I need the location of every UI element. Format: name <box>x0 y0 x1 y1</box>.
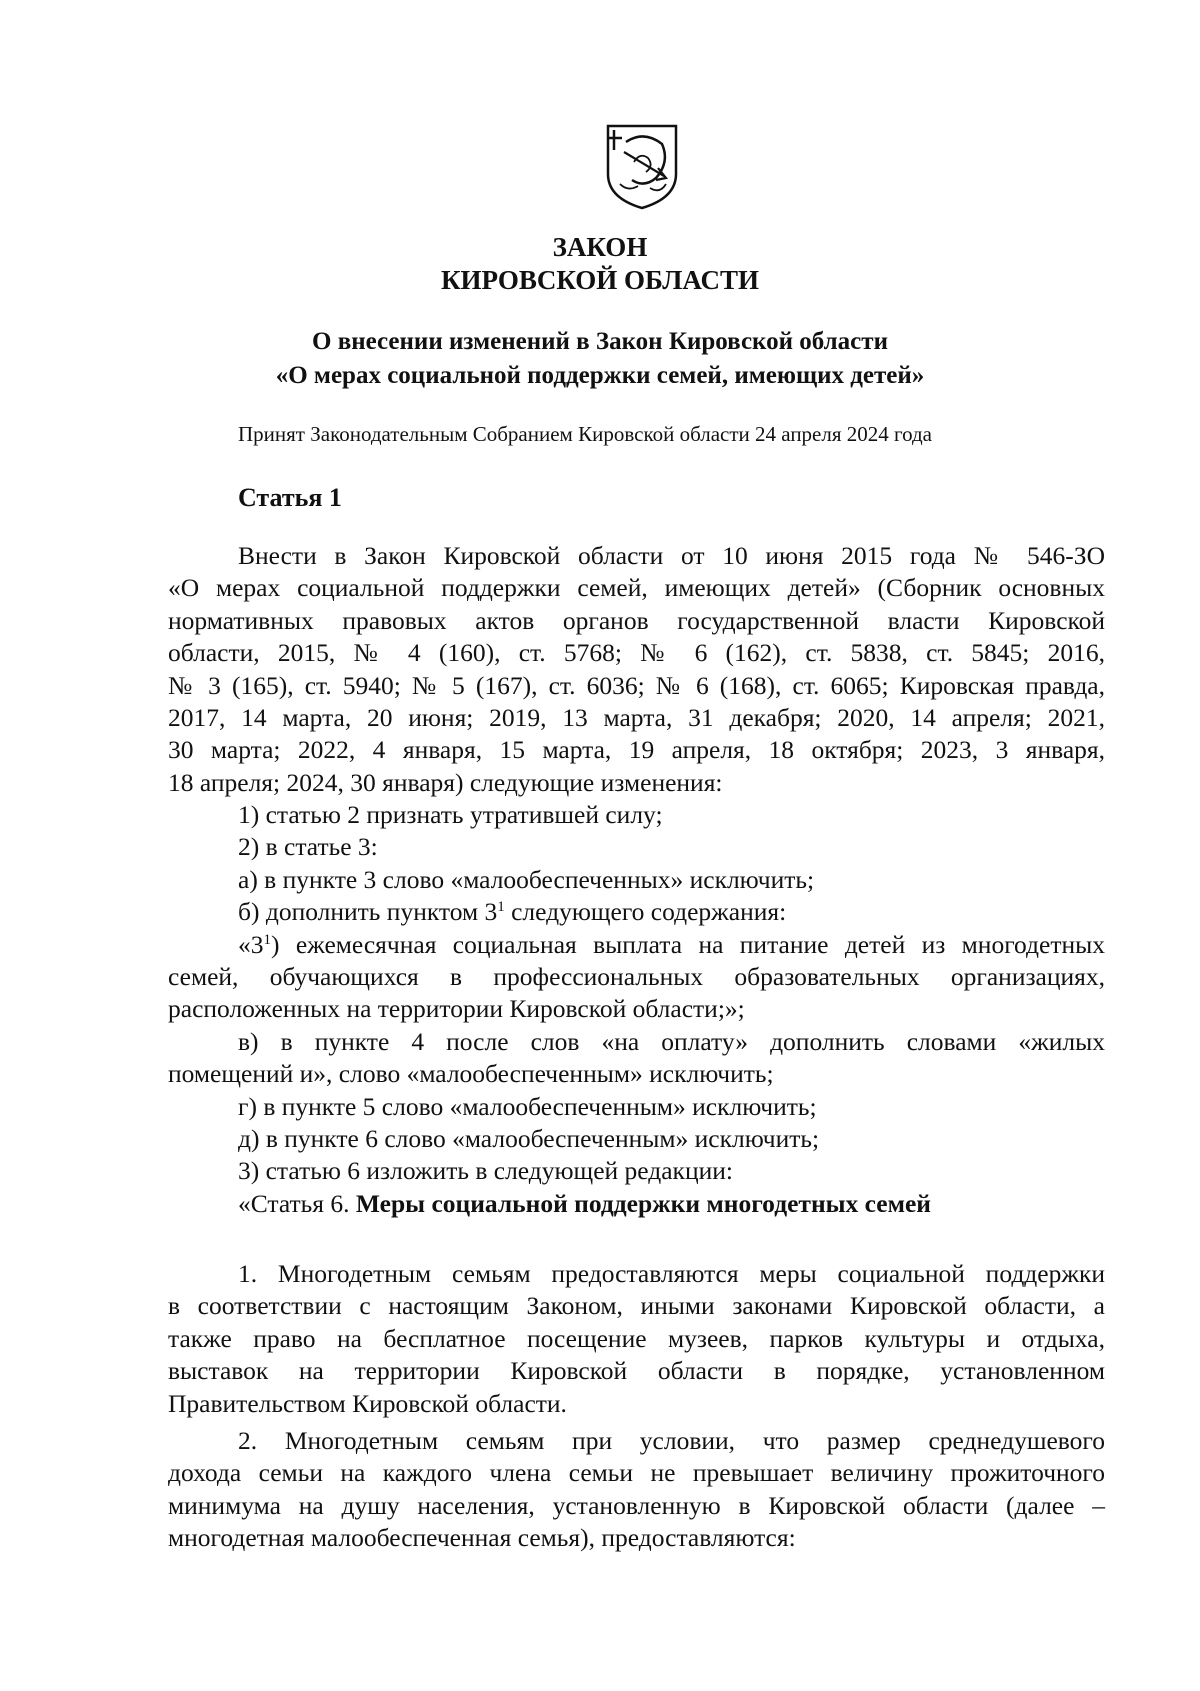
article-6-title: Меры социальной поддержки многодетных семей <box>355 1188 931 1218</box>
text-line: нормативных правовых актов органов государственной власти Кировской <box>168 605 1105 635</box>
quote-31-line <box>168 929 1105 961</box>
text-line: 2017, 14 марта, 20 июня; 2019, 13 марта, 31 декабря; 2020, 14 апреля; 2021, <box>168 703 1105 733</box>
article-heading: Статья 1 <box>238 483 342 512</box>
law-region-heading: КИРОВСКОЙ ОБЛАСТИ <box>440 265 760 295</box>
item-2d: д) в пункте 6 слово «малообеспеченным» исключить; <box>238 1124 820 1154</box>
text-line: помещений и», слово «малообеспеченным» исключить; <box>168 1059 774 1089</box>
item-3: 3) статью 6 изложить в следующей редакции: <box>238 1156 733 1186</box>
paragraph-2 <box>168 1425 1105 1555</box>
article-6-prefix: «Статья 6. <box>238 1188 356 1218</box>
text-line: Правительством Кировской области. <box>168 1388 567 1418</box>
text-line: в соответствии с настоящим Законом, иными законами Кировской области, а <box>168 1291 1105 1321</box>
law-subject-line-1: О внесении изменений в Закон Кировской области <box>312 328 888 355</box>
text-line: 2. Многодетным семьям при условии, что размер среднедушевого <box>238 1426 1105 1455</box>
text-line: многодетная малообеспеченная семья), предоставляются: <box>168 1523 796 1553</box>
superscript: 1 <box>263 931 271 948</box>
adoption-note: Принят Законодательным Собранием Кировской области 24 апреля 2024 года <box>238 422 933 446</box>
text-line: «О мерах социальной поддержки семей, имеющих детей» (Сборник основных <box>168 573 1105 603</box>
coat-of-arms-emblem <box>604 122 680 210</box>
item-2b <box>168 896 1105 928</box>
article-6-title-line <box>168 1188 1105 1220</box>
text-line: также право на бесплатное посещение музеев, парков культуры и отдыха, <box>168 1323 1105 1353</box>
text-line: области, 2015, № 4 (160), ст. 5768; № 6 (162), ст. 5838, ст. 5845; 2016, <box>168 638 1105 668</box>
item-2a: а) в пункте 3 слово «малообеспеченных» исключить; <box>238 864 815 894</box>
text-line: семей, обучающихся в профессиональных образовательных организациях, <box>168 962 1105 992</box>
item-2b-text-end: следующего содержания: <box>504 897 787 927</box>
text-line: расположенных на территории Кировской области;»; <box>168 994 745 1024</box>
paragraph-1 <box>168 1258 1105 1420</box>
text-line: № 3 (165), ст. 5940; № 5 (167), ст. 6036; № 6 (168), ст. 6065; Кировская правда, <box>168 670 1105 700</box>
text-line: выставок на территории Кировской области в порядке, установленном <box>168 1356 1105 1386</box>
law-subject-line-2: «О мерах социальной поддержки семей, имеющих детей» <box>275 362 925 389</box>
item-2v: в) в пункте 4 после слов «на оплату» дополнить словами «жилых <box>238 1026 1105 1056</box>
superscript: 1 <box>497 899 505 916</box>
text-line: Внести в Закон Кировской области от 10 июня 2015 года № 546-ЗО <box>238 541 1105 570</box>
intro-paragraph <box>168 540 1105 799</box>
text-line: 30 марта; 2022, 4 января, 15 марта, 19 апреля, 18 октября; 2023, 3 января, <box>168 735 1105 765</box>
text-line: дохода семьи на каждого члена семьи не превышает величину прожиточного <box>168 1458 1105 1488</box>
text-line: 18 апреля; 2024, 30 января) следующие изменения: <box>168 767 723 797</box>
quote-31-text: ) ежемесячная социальная выплата на питание детей из многодетных <box>271 929 1105 959</box>
item-2b-text: б) дополнить пунктом 3 <box>238 897 498 927</box>
law-word-heading: ЗАКОН <box>552 232 648 262</box>
text-line: минимума на душу населения, установленную в Кировской области (далее – <box>168 1490 1105 1520</box>
text-line: 1. Многодетным семьям предоставляются меры социальной поддержки <box>238 1259 1105 1288</box>
amendment-items <box>168 799 1105 1220</box>
item-1: 1) статью 2 признать утратившей силу; <box>238 800 663 829</box>
item-2g: г) в пункте 5 слово «малообеспеченным» исключить; <box>238 1091 817 1121</box>
item-2: 2) в статье 3: <box>238 832 378 862</box>
quote-31-open: «3 <box>238 929 264 959</box>
